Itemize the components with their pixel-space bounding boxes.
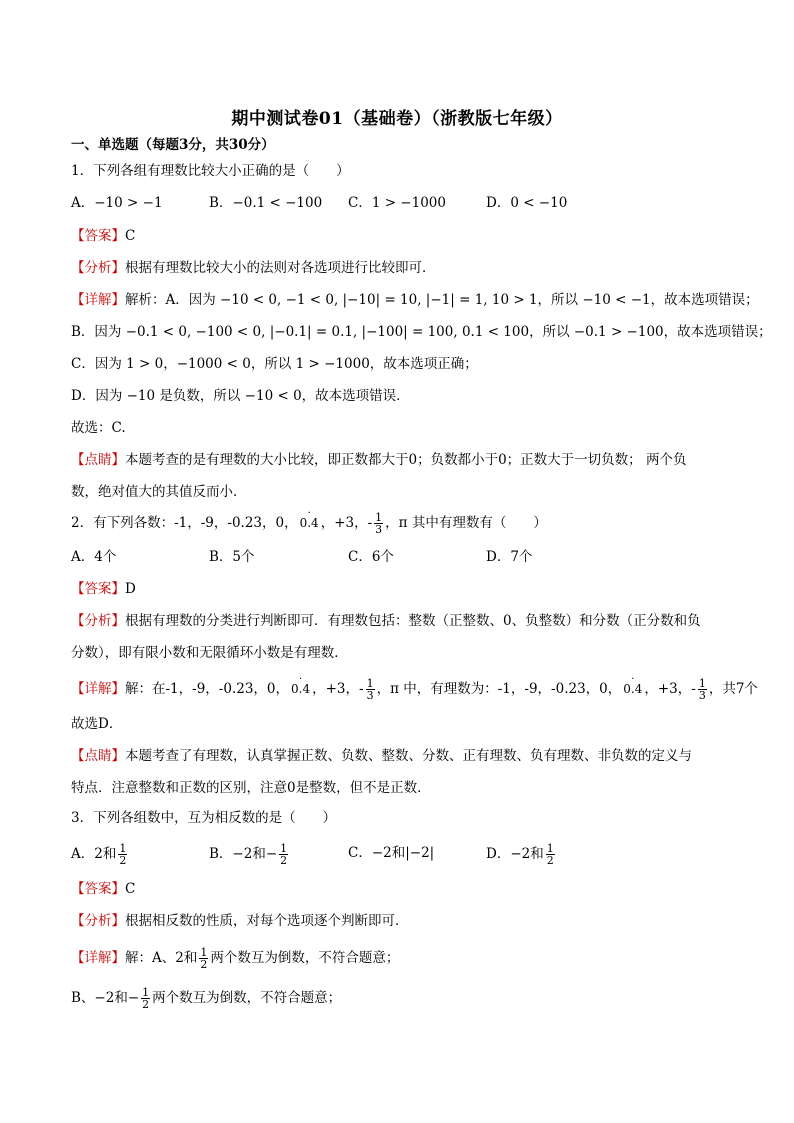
denominator: 2 xyxy=(546,854,554,867)
detail-tag: 【详解】 xyxy=(71,681,125,697)
analysis-text: 根据相反数的性质，对每个选项逐个判断即可． xyxy=(125,913,409,929)
fraction xyxy=(118,843,127,866)
numerator: 1 xyxy=(200,946,208,959)
repeat-dot: · xyxy=(307,508,311,519)
detail-tag: 【详解】 xyxy=(71,292,125,308)
denominator: 2 xyxy=(200,958,208,971)
option-text: B．−2和− xyxy=(209,846,278,862)
denominator: 3 xyxy=(375,523,383,536)
q1-option-d: D．0 < −10 xyxy=(486,195,568,211)
q1-choose: 故选：C. xyxy=(71,420,126,436)
detail-part: ，共7个 xyxy=(708,681,758,697)
q2-stem-part: ，+3， xyxy=(320,515,368,531)
denominator: 2 xyxy=(142,998,150,1011)
q2-detail xyxy=(71,674,758,702)
answer-value: C xyxy=(125,881,136,897)
repeating-decimal xyxy=(299,508,319,533)
analysis-tag: 【分析】 xyxy=(71,913,125,929)
q1-option-b: B．−0.1 < −100 xyxy=(209,195,323,211)
fraction xyxy=(546,843,555,866)
answer-tag: 【答案】 xyxy=(71,228,125,244)
q2-option-d: D．7个 xyxy=(486,549,533,565)
q1-detail-4: D．因为 −10 是负数，所以 −10 < 0，故本选项错误． xyxy=(71,388,410,404)
fraction xyxy=(279,843,288,866)
denominator: 3 xyxy=(366,689,374,702)
q1-comment-2: 数，绝对值大的其值反而小． xyxy=(71,484,247,500)
analysis-tag: 【分析】 xyxy=(71,260,125,276)
q2-comment-1 xyxy=(71,746,692,766)
numerator: 1 xyxy=(375,511,383,524)
section-heading: 一、单选题（每题3分，共30分） xyxy=(71,137,275,153)
q1-analysis xyxy=(71,258,436,278)
detail-part: 解：A、2和 xyxy=(125,950,198,966)
comment-tag: 【点睛】 xyxy=(71,748,125,764)
answer-value: D xyxy=(125,581,136,597)
repeating-decimal xyxy=(291,674,311,699)
q1-comment-1 xyxy=(71,450,686,470)
repeat-dot: · xyxy=(631,674,635,685)
detail-tag: 【详解】 xyxy=(71,950,125,966)
detail-part: B、−2和− xyxy=(71,990,140,1006)
decimal-value: 0.4 xyxy=(299,516,319,530)
detail-part: ，+3， xyxy=(312,681,360,697)
decimal-value: 0.4 xyxy=(291,682,311,696)
repeating-decimal xyxy=(623,674,643,699)
comment-text: 本题考查的是有理数的大小比较，即正数都大于0；负数都小于0；正数大于一切负数； 两个负 xyxy=(125,452,687,468)
q3-answer xyxy=(71,879,135,899)
q1-detail-3: C．因为 1 > 0，−1000 < 0，所以 1 > −1000，故本选项正确； xyxy=(71,356,478,372)
q2-option-c: C．6个 xyxy=(348,549,394,565)
denominator: 2 xyxy=(280,854,288,867)
q2-option-b: B．5个 xyxy=(209,549,255,565)
analysis-text: 根据有理数比较大小的法则对各选项进行比较即可． xyxy=(125,260,436,276)
detail-part: 两个数互为倒数，不符合题意； xyxy=(152,990,342,1006)
q3-option-b xyxy=(209,843,290,866)
fraction xyxy=(366,678,375,701)
q2-analysis-1 xyxy=(71,611,701,631)
q1-detail-2: B．因为 −0.1 < 0, −100 < 0, |−0.1| = 0.1, |−100| = 100, 0.1 < 100，所以 −0.1 > −100，故本选项错误； xyxy=(71,324,772,340)
repeat-dot: · xyxy=(299,674,303,685)
q2-analysis-2: 分数），即有限小数和无限循环小数是有理数． xyxy=(71,645,348,661)
minus-sign: - xyxy=(367,515,373,531)
comment-tag: 【点睛】 xyxy=(71,452,125,468)
numerator: 1 xyxy=(366,677,374,690)
q3-option-c: C．−2和|−2| xyxy=(348,845,435,861)
option-text: D．−2和 xyxy=(486,846,544,862)
decimal-value: 0.4 xyxy=(623,682,643,696)
fraction xyxy=(698,678,707,701)
detail-part: ，π 中，有理数为：-1，-9，-0.23，0， xyxy=(376,681,622,697)
q1-option-a: A．−10 > −1 xyxy=(71,195,163,211)
q3-detail-2 xyxy=(71,987,341,1010)
page-title: 期中测试卷01（基础卷）（浙教版七年级） xyxy=(231,109,563,129)
question-1-stem: 1．下列各组有理数比较大小正确的是（ ） xyxy=(71,163,350,179)
minus-sign: - xyxy=(691,681,696,697)
fraction xyxy=(141,987,150,1010)
q2-stem-part: ，π 其中有理数有（ ） xyxy=(385,515,547,531)
q3-option-a xyxy=(71,843,129,866)
q3-detail-1 xyxy=(71,947,399,970)
fraction xyxy=(374,512,383,535)
numerator: 1 xyxy=(142,986,150,999)
detail-part: 解：在-1，-9，-0.23，0， xyxy=(125,681,290,697)
detail-part: 两个数互为倒数，不符合题意； xyxy=(210,950,400,966)
minus-sign: - xyxy=(359,681,364,697)
q2-comment-2: 特点．注意整数和正数的区别，注意0是整数，但不是正数． xyxy=(71,780,431,796)
q1-detail-1 xyxy=(71,290,759,310)
option-text: A．2和 xyxy=(71,846,117,862)
numerator: 1 xyxy=(698,677,706,690)
q2-option-a: A．4个 xyxy=(71,549,117,565)
question-3-stem: 3．下列各组数中，互为相反数的是（ ） xyxy=(71,810,337,826)
analysis-text: 根据有理数的分类进行判断即可．有理数包括：整数（正整数、0、负整数）和分数（正分数和负 xyxy=(125,613,701,629)
q1-answer xyxy=(71,226,135,246)
answer-value: C xyxy=(125,228,136,244)
q1-option-c: C．1 > −1000 xyxy=(348,195,446,211)
q2-stem-part: 2．有下列各数：-1，-9，-0.23，0， xyxy=(71,515,298,531)
numerator: 1 xyxy=(546,842,554,855)
detail-part: ，+3， xyxy=(644,681,692,697)
q3-analysis xyxy=(71,911,409,931)
comment-text: 本题考查了有理数，认真掌握正数、负数、整数、分数、正有理数、负有理数、非负数的定义与 xyxy=(125,748,692,764)
q2-answer xyxy=(71,579,136,599)
answer-tag: 【答案】 xyxy=(71,581,125,597)
analysis-tag: 【分析】 xyxy=(71,613,125,629)
answer-tag: 【答案】 xyxy=(71,881,125,897)
question-2-stem xyxy=(71,508,547,536)
q2-choose: 故选D． xyxy=(71,716,123,732)
denominator: 2 xyxy=(119,854,127,867)
numerator: 1 xyxy=(280,842,288,855)
detail-text: 解析：A．因为 −10 < 0, −1 < 0, |−10| = 10, |−1| = 1, 10 > 1，所以 −10 < −1，故本选项错误； xyxy=(125,292,759,308)
fraction xyxy=(199,947,208,970)
denominator: 3 xyxy=(698,689,706,702)
q3-option-d xyxy=(486,843,557,866)
numerator: 1 xyxy=(119,842,127,855)
